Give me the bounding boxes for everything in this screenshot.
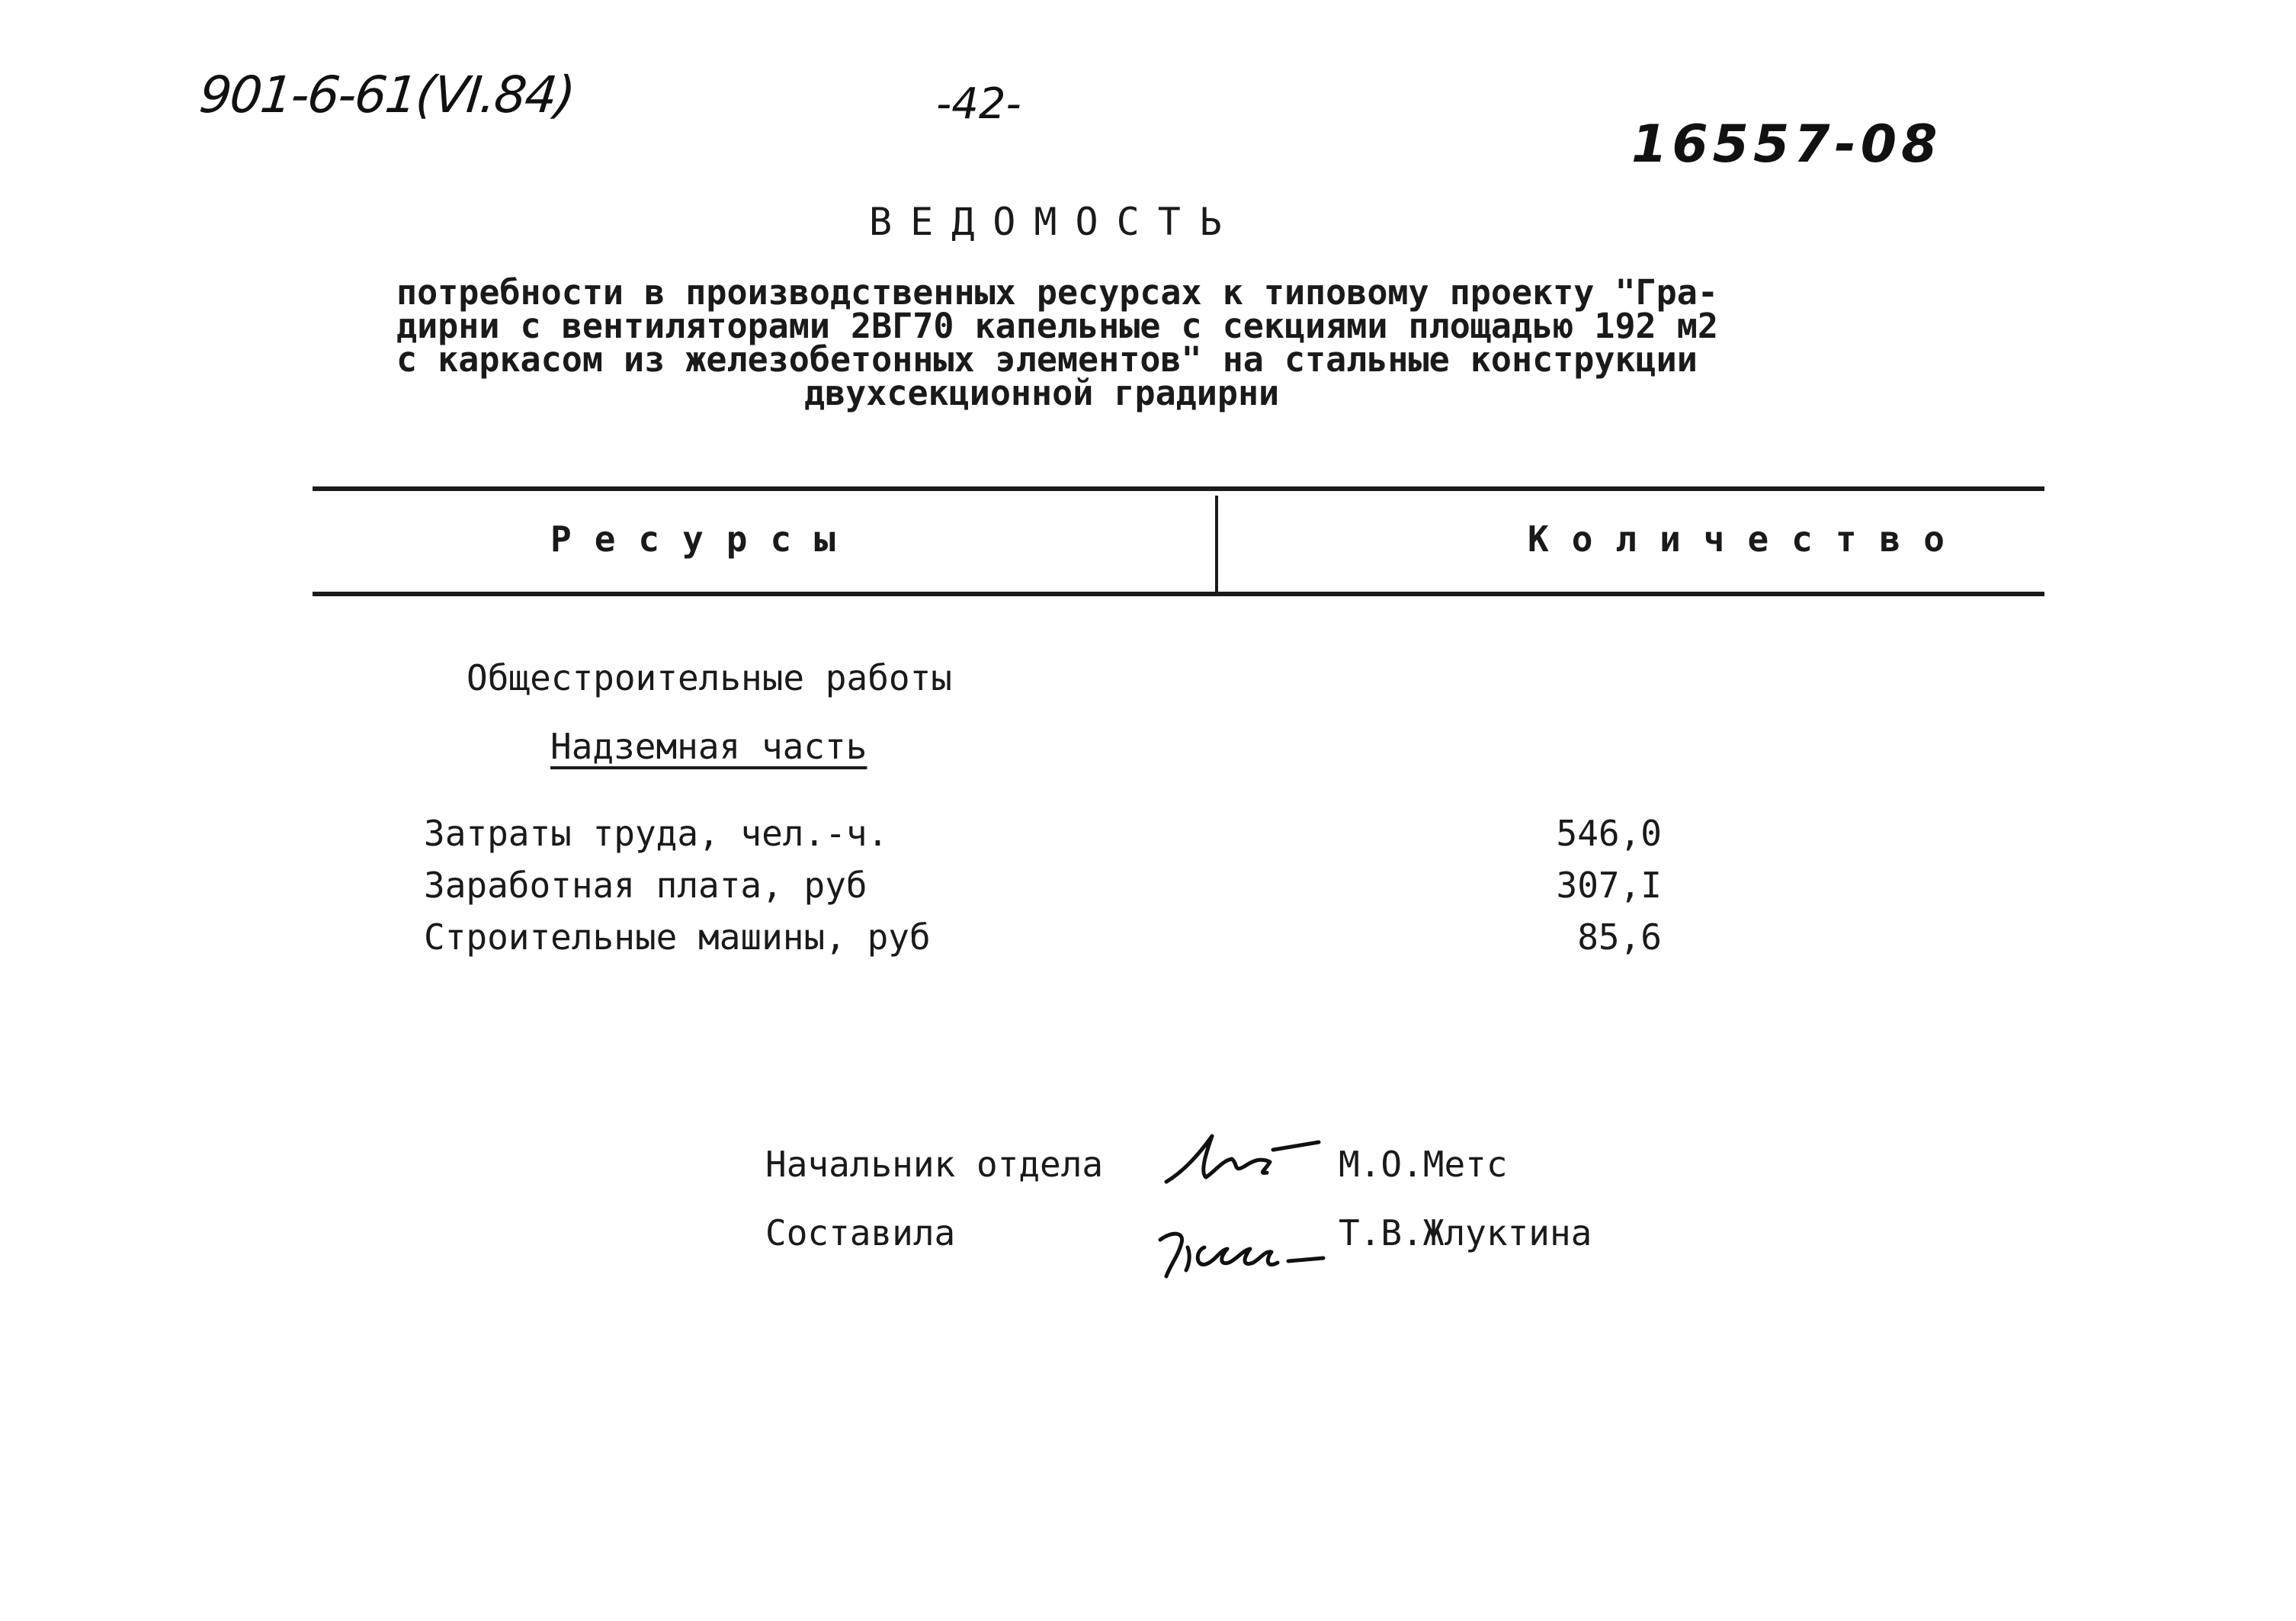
subsection-heading: Надземная часть xyxy=(550,726,867,767)
subtitle-line: двухсекционной градирни xyxy=(804,373,1280,413)
subtitle-line: потребности в производственных ресурсах к типовому проекту "Гра- xyxy=(396,272,1718,313)
signatory-name: Т.В.Жлуктина xyxy=(1339,1212,1592,1253)
section-heading: Общестроительные работы xyxy=(467,657,952,698)
table-header-rule xyxy=(313,592,2044,596)
table-top-rule xyxy=(313,486,2044,491)
resource-quantity: 85,6 xyxy=(1577,916,1662,958)
resource-label: Затраты труда, чел.-ч. xyxy=(424,813,889,854)
subtitle-line: дирни с вентиляторами 2ВГ70 капельные с секциями площадью 192 м2 xyxy=(396,306,1718,346)
resource-quantity: 307,I xyxy=(1556,865,1662,906)
subtitle-line: с каркасом из железобетонных элементов" на стальные конструкции xyxy=(396,339,1698,380)
document-code: 901-6-61(VI.84) xyxy=(196,66,577,124)
signatory-role: Начальник отдела xyxy=(765,1144,1104,1185)
column-header-quantity: Количество xyxy=(1528,518,1967,560)
resource-label: Заработная плата, руб xyxy=(424,865,867,906)
signatory-name: М.О.Метс xyxy=(1339,1144,1508,1185)
handwritten-signature-mark xyxy=(1151,1217,1342,1286)
inventory-stamp: 16557-08 xyxy=(1631,114,1942,175)
handwritten-signature-mark xyxy=(1159,1127,1334,1196)
table-column-divider xyxy=(1215,496,1218,593)
page-number: -42- xyxy=(936,79,1021,129)
resource-label: Строительные машины, руб xyxy=(424,916,931,958)
signatory-role: Составила xyxy=(765,1212,956,1253)
document-subtitle xyxy=(396,272,1784,413)
column-header-resources: Ресурсы xyxy=(550,518,858,560)
resource-quantity: 546,0 xyxy=(1556,813,1662,854)
document-title: ВЕДОМОСТЬ xyxy=(869,200,1240,244)
